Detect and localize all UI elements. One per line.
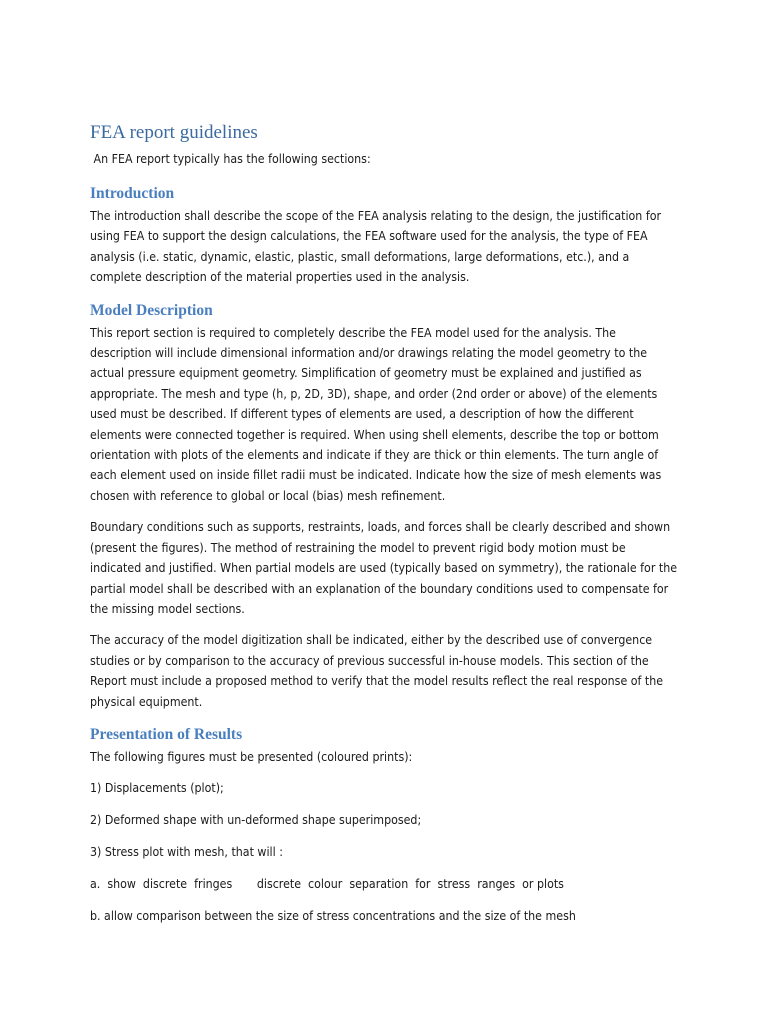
section-heading-presentation-of-results: Presentation of Results	[90, 725, 243, 743]
document-intro: An FEA report typically has the following sections:	[90, 152, 371, 166]
results-list-item-3b: b. allow comparison between the size of stress concentrations and the size of the mesh	[90, 909, 576, 924]
results-list-item-3: 3) Stress plot with mesh, that will :	[90, 845, 283, 860]
introduction-paragraph: The introduction shall describe the scope of the FEA analysis relating to the design, the justification for using FEA to support the design calculations, the FEA software used for the analysis, the type of FEA analysis (i.e. static, dynamic, elastic, plastic, small deformations, large deformations, etc.), and a complete description of the material properties used in the analysis.	[90, 209, 662, 285]
model-description-paragraph-2: Boundary conditions such as supports, restraints, loads, and forces shall be clearly described and shown (present the figures). The method of restraining the model to prevent rigid body motion must be indicated and justified. When partial models are used (typically based on symmetry), the rationale for the partial model shall be described with an explanation of the boundary conditions used to compensate for the missing model sections.	[90, 520, 678, 616]
model-description-paragraph-1: This report section is required to completely describe the FEA model used for the analysis. The description will include dimensional information and/or drawings relating the model geometry to the actual pressure equipment geometry. Simplification of geometry must be explained and justified as appropriate. The mesh and type (h, p, 2D, 3D), shape, and order (2nd order or above) of the elements used must be described. If different types of elements are used, a description of how the different elements were connected together is required. When using shell elements, describe the top or bottom orientation with plots of the elements and indicate if they are thick or thin elements. The turn angle of each element used on inside fillet radii must be indicated. Indicate how the size of mesh elements was chosen with reference to global or local (bias) mesh refinement.	[90, 325, 662, 503]
presentation-paragraph: The following figures must be presented (coloured prints):	[90, 749, 413, 764]
section-heading-model-description: Model Description	[90, 301, 213, 319]
document-page	[90, 122, 680, 938]
document-title: FEA report guidelines	[90, 122, 258, 143]
model-description-paragraph-3: The accuracy of the model digitization shall be indicated, either by the described use of convergence studies or by comparison to the accuracy of previous successful in-house models. This section of the Report must include a proposed method to verify that the model results reflect the real response of the physical equipment.	[90, 633, 664, 709]
results-list-item-2: 2) Deformed shape with un-deformed shape superimposed;	[90, 813, 422, 828]
results-list-item-3a: a. show discrete fringes discrete colour separation for stress ranges or plots	[90, 877, 564, 892]
section-heading-introduction: Introduction	[90, 185, 175, 202]
results-list-item-1: 1) Displacements (plot);	[90, 781, 224, 796]
